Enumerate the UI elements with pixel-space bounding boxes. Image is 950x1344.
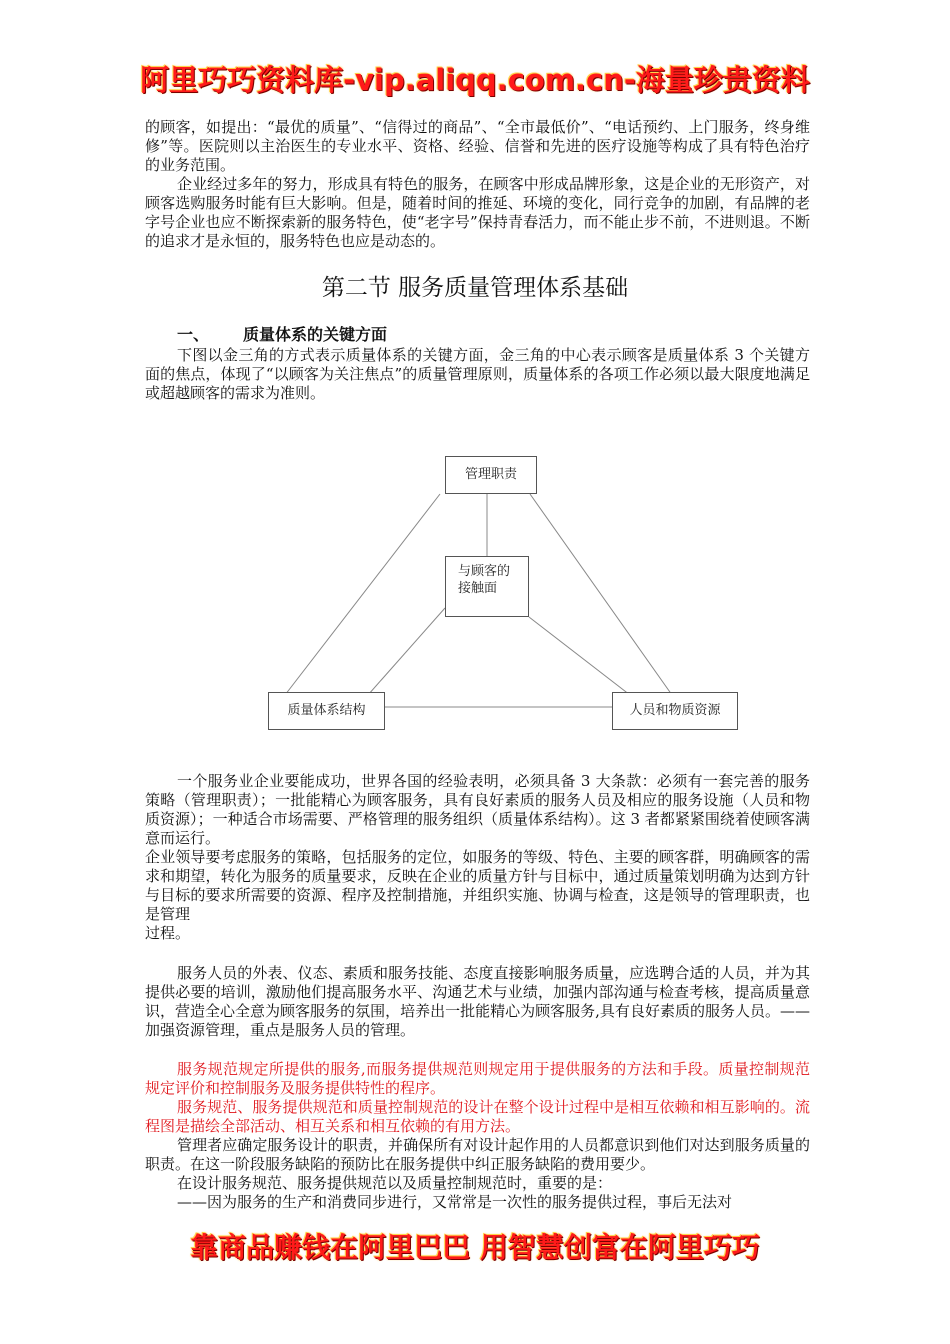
paragraph: 过程。 [145, 924, 191, 942]
edge-top-right [530, 494, 672, 695]
subsection-title: 质量体系的关键方面 [243, 325, 388, 344]
paragraph: 企业领导要考虑服务的策略，包括服务的定位，如服务的等级、特色、主要的顾客群，明确顾客的需求和期望，转化为服务的质量要求，反映在企业的质量方针与目标中，通过质量策划明确为达到方针与目标的要求所需要的资源、程序及控制措施，并组织实施、协调与检查，这是领导的管理职责，也是管理 [145, 848, 810, 923]
box-customer-interface [445, 556, 529, 617]
paragraph: ——因为服务的生产和消费同步进行，又常常是一次性的服务提供过程，事后无法对 [177, 1193, 733, 1211]
intro-block [145, 346, 810, 403]
top-paragraphs [145, 118, 810, 251]
footer-banner: 靠商品赚钱在阿里巴巴 用智慧创富在阿里巧巧 [190, 1231, 760, 1264]
box-personnel-and-material-resources: 人员和物质资源 [612, 692, 738, 730]
body-block-3 [145, 1060, 810, 1212]
center-label-line2: 接触面 [458, 581, 498, 596]
subsection-number: 一、 [177, 325, 210, 344]
section-title: 第二节 服务质量管理体系基础 [321, 275, 629, 301]
paragraph: 管理者应确定服务设计的职责，并确保所有对设计起作用的人员都意识到他们对达到服务质量的职责。在这一阶段服务缺陷的预防比在服务提供中纠正服务缺陷的费用要少。 [145, 1136, 810, 1173]
paragraph: 服务人员的外表、仪态、素质和服务技能、态度直接影响服务质量，应选聘合适的人员，并为其提供必要的培训，激励他们提高服务水平、沟通艺术与业绩，加强内部沟通与检查考核，提高质量意识，营造全心全意为顾客服务的氛围，培养出一批能精心为顾客服务,具有良好素质的服务人员。——加强资源管理，重点是服务人员的管理。 [145, 964, 810, 1039]
paragraph: 的顾客，如提出：“最优的质量”、“信得过的商品”、“全市最低价”、“电话预约、上门服务，终身维修”等。医院则以主治医生的专业水平、资格、经验、信誉和先进的医疗设施等构成了具有特色治疗的业务范围。 [145, 118, 810, 174]
paragraph: 在设计服务规范、服务提供规范以及质量控制规范时，重要的是： [177, 1174, 613, 1192]
edge-center-right [529, 617, 630, 695]
red-paragraph: 服务规范规定所提供的服务,而服务提供规范则规定用于提供服务的方法和手段。质量控制规范规定评价和控制服务及服务提供特性的程序。 [145, 1060, 810, 1097]
red-paragraph: 服务规范、服务提供规范和质量控制规范的设计在整个设计过程中是相互依赖和相互影响的。流程图是描绘全部活动、相互关系和相互依赖的有用方法。 [145, 1098, 810, 1135]
header-banner: 阿里巧巧资料库-vip.aliqq.com.cn-海量珍贵资料 [140, 63, 810, 97]
box-management-responsibility: 管理职责 [445, 456, 537, 494]
intro-paragraph: 下图以金三角的方式表示质量体系的关键方面，金三角的中心表示顾客是质量体系 3 个关键方面的焦点，体现了“以顾客为关注焦点”的质量管理原则，质量体系的各项工作必须以最大限度地满足或超越顾客的需求为准则。 [145, 346, 810, 402]
center-label-line1: 与顾客的 [458, 564, 511, 579]
subsection-heading [177, 325, 387, 345]
body-block-1 [145, 772, 810, 943]
body-block-2 [145, 964, 810, 1040]
paragraph: 企业经过多年的努力，形成具有特色的服务，在顾客中形成品牌形象，这是企业的无形资产，对顾客选购服务时能有巨大影响。但是，随着时间的推延、环境的变化，同行竞争的加剧，有品牌的老字号企业也应不断探索新的服务特色，使“老字号”保持青春活力，而不能止步不前，不进则退。不断的追求才是永恒的，服务特色也应是动态的。 [145, 175, 810, 250]
paragraph: 一个服务业企业要能成功，世界各国的经验表明，必须具备 3 大条款：必须有一套完善的服务策略（管理职责）；一批能精心为顾客服务，具有良好素质的服务人员及相应的服务设施（人员和物质资源）；一种适合市场需要、严格管理的服务组织（质量体系结构）。这 3 者都紧紧围绕着使顾客满意而运行。 [145, 772, 810, 847]
box-quality-system-structure: 质量体系结构 [268, 692, 385, 730]
edge-center-left [368, 608, 445, 695]
edge-top-left [285, 494, 440, 695]
